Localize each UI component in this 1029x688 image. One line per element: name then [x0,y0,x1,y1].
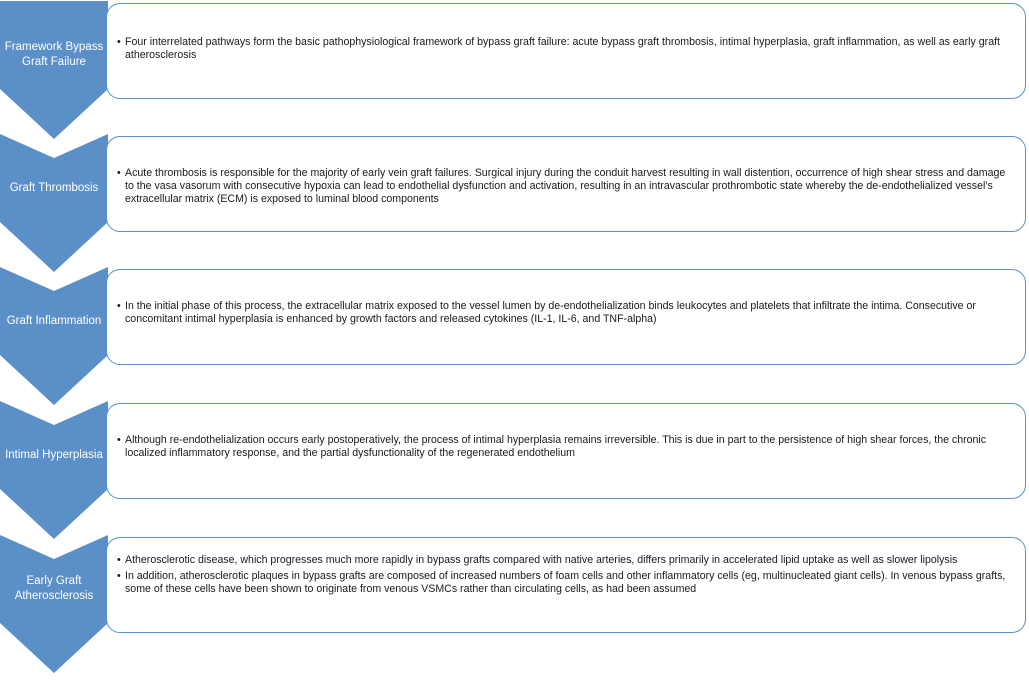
step-label-text: Framework Bypass Graft Failure [4,41,104,68]
bullet-item: • Atherosclerotic disease, which progresses much more rapidly in bypass grafts compared with native arteries, differs primarily in accelerated lipid uptake as well as slower lipolysis [117,554,1015,567]
bullet-list [117,36,1015,62]
bullet-item: • Although re-endothelialization occurs early postoperatively, the process of intimal hyperplasia remains irreversible. This is due in part to the persistence of high shear forces, the chronic localized inflammatory response, and the partial dysfunctionality of the regenerated endothelium [117,434,1015,460]
step-description-box-3 [106,269,1026,365]
step-description-box-2 [106,136,1026,232]
step-description-box-4 [106,403,1026,499]
step-description-box-5 [106,537,1026,633]
step-label-2 [0,142,108,234]
step-label-4 [0,409,108,501]
step-description-box-1 [106,3,1026,99]
bullet-list [117,167,1015,207]
step-label-1 [0,9,108,101]
step-label-text: Intimal Hyperplasia [5,448,103,461]
bullet-list [117,300,1015,326]
bullet-item: • In the initial phase of this process, the extracellular matrix exposed to the vessel lumen by de-endothelialization binds leukocytes and platelets that infiltrate the intima. Consecutive or concomitant intimal hyperplasia is enhanced by growth factors and released cytokines (IL-1, IL-6, and TNF-alpha) [117,300,1015,326]
bullet-list [117,554,1015,597]
step-label-text: Graft Thrombosis [9,181,99,194]
step-label-5 [0,543,108,635]
bullet-item: • In addition, atherosclerotic plaques in bypass grafts are composed of increased numbers of foam cells and other inflammatory cells (eg, multinucleated giant cells). In venous bypass grafts, some of these cells have been shown to originate from venous VSMCs rather than circulating cells, as had been assumed [117,570,1015,596]
bullet-item: • Four interrelated pathways form the basic pathophysiological framework of bypass graft failure: acute bypass graft thrombosis, intimal hyperplasia, graft inflammation, as well as early graft atherosclerosis [117,36,1015,62]
step-label-3 [0,275,108,367]
bullet-item: • Acute thrombosis is responsible for the majority of early vein graft failures. Surgical injury during the conduit harvest resulting in wall distention, occurrence of high shear stress and damage to the vasa vasorum with consecutive hypoxia can lead to endothelial dysfunction and activation, resulting in an intravascular prothrombotic state whereby the de-endothelialized vessel’s extracellular matrix (ECM) is exposed to luminal blood components [117,167,1015,207]
step-label-text: Graft Inflammation [6,314,102,327]
step-label-text: Early Graft Atherosclerosis [14,575,94,602]
bullet-list [117,434,1015,460]
